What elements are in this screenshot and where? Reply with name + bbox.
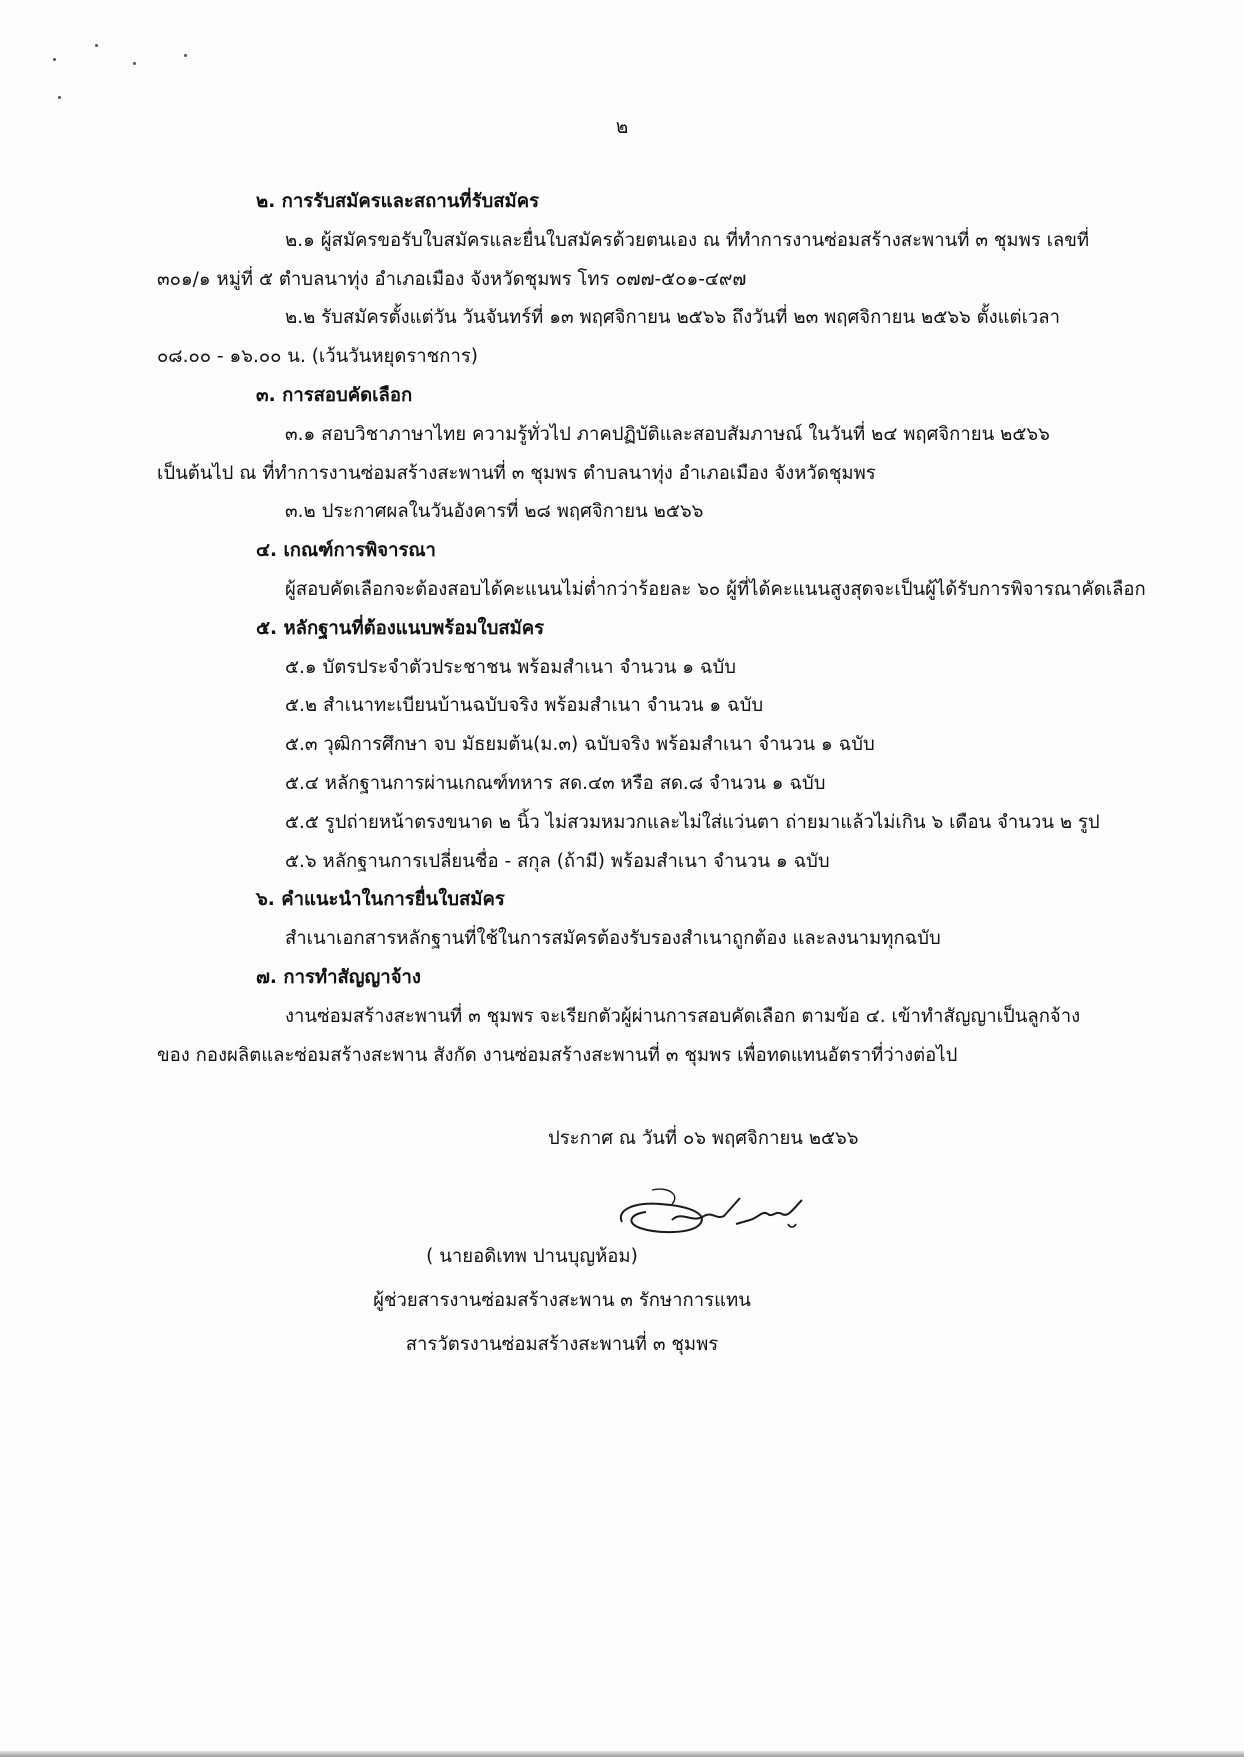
- list-item: ๕.๒ สำเนาทะเบียนบ้านฉบับจริง พร้อมสำเนา จำนวน ๑ ฉบับ: [285, 695, 764, 717]
- signatory-name: ( นายอดิเทพ ปานบุญห้อม): [426, 1246, 638, 1267]
- body-line: ๐๘.๐๐ - ๑๖.๐๐ น. (เว้นวันหยุดราชการ): [157, 346, 478, 368]
- signatory-position: ผู้ช่วยสารงานซ่อมสร้างสะพาน ๓ รักษาการแทน: [373, 1290, 751, 1311]
- list-item: ๕.๔ หลักฐานการผ่านเกณฑ์ทหาร สด.๔๓ หรือ สด.๘ จำนวน ๑ ฉบับ: [285, 772, 826, 794]
- signature-block: [0, 1235, 1244, 1367]
- announcement-date: [0, 1124, 1244, 1153]
- body-line: ๒.๒ รับสมัครตั้งแต่วัน วันจันทร์ที่ ๑๓ พฤศจิกายน ๒๕๖๖ ถึงวันที่ ๒๓ พฤศจิกายน ๒๕๖๖ ตั้งแต่เวลา: [285, 307, 1061, 329]
- body-line: ๓.๒ ประกาศผลในวันอังคารที่ ๒๘ พฤศจิกายน ๒๕๖๖: [285, 501, 704, 523]
- section-heading-documents: ๕. หลักฐานที่ต้องแนบพร้อมใบสมัคร: [256, 617, 545, 639]
- body-line: ๓๐๑/๑ หมู่ที่ ๕ ตำบลนาทุ่ง อำเภอเมือง จังหวัดชุมพร โทร ๐๗๗-๕๐๑-๔๙๗: [157, 268, 747, 290]
- document-body: [157, 183, 1146, 1075]
- scan-speck: [184, 54, 187, 57]
- body-line: สำเนาเอกสารหลักฐานที่ใช้ในการสมัครต้องรับรองสำเนาถูกต้อง และลงนามทุกฉบับ: [285, 928, 941, 950]
- body-line: เป็นต้นไป ณ ที่ทำการงานซ่อมสร้างสะพานที่ ๓ ชุมพร ตำบลนาทุ่ง อำเภอเมือง จังหวัดชุมพร: [157, 462, 876, 484]
- announcement-date-text: ประกาศ ณ วันที่ ๐๖ พฤศจิกายน ๒๕๖๖: [548, 1128, 859, 1149]
- body-line: ผู้สอบคัดเลือกจะต้องสอบได้คะแนนไม่ต่ำกว่าร้อยละ ๖๐ ผู้ที่ได้คะแนนสูงสุดจะเป็นผู้ได้รับการพิจารณาคัดเลือก: [285, 578, 1146, 600]
- body-line: ของ กองผลิตและซ่อมสร้างสะพาน สังกัด งานซ่อมสร้างสะพานที่ ๓ ชุมพร เพื่อทดแทนอัตราที่ว่างต่อไป: [157, 1044, 958, 1066]
- scan-speck: [58, 96, 61, 99]
- section-heading-instructions: ๖. คำแนะนำในการยื่นใบสมัคร: [256, 889, 505, 911]
- body-line: ๒.๑ ผู้สมัครขอรับใบสมัครและยื่นใบสมัครด้วยตนเอง ณ ที่ทำการงานซ่อมสร้างสะพานที่ ๓ ชุมพร เลขที่: [285, 229, 1090, 251]
- section-heading-application: ๒. การรับสมัครและสถานที่รับสมัคร: [256, 191, 540, 212]
- list-item: ๕.๓ วุฒิการศึกษา จบ มัธยมต้น(ม.๓) ฉบับจริง พร้อมสำเนา จำนวน ๑ ฉบับ: [285, 734, 875, 756]
- list-item: ๕.๑ บัตรประจำตัวประชาชน พร้อมสำเนา จำนวน ๑ ฉบับ: [285, 656, 736, 678]
- scan-speck: [95, 44, 98, 47]
- scan-speck: [133, 62, 136, 65]
- list-item: ๕.๖ หลักฐานการเปลี่ยนชื่อ - สกุล (ถ้ามี) พร้อมสำเนา จำนวน ๑ ฉบับ: [285, 850, 830, 872]
- body-line: ๓.๑ สอบวิชาภาษาไทย ความรู้ทั่วไป ภาคปฏิบัติและสอบสัมภาษณ์ ในวันที่ ๒๔ พฤศจิกายน ๒๕๖๖: [285, 423, 1050, 445]
- scan-speck: [53, 58, 56, 61]
- scan-border: [0, 1751, 1244, 1757]
- section-heading-contract: ๗. การทำสัญญาจ้าง: [256, 966, 421, 988]
- body-line: งานซ่อมสร้างสะพานที่ ๓ ชุมพร จะเรียกตัวผู้ผ่านการสอบคัดเลือก ตามข้อ ๔. เข้าทำสัญญาเป็นลูกจ้าง: [285, 1005, 1081, 1027]
- section-heading-criteria: ๔. เกณฑ์การพิจารณา: [256, 540, 436, 562]
- page-number: ๒: [615, 116, 629, 138]
- signatory-position-acting: สารวัตรงานซ่อมสร้างสะพานที่ ๓ ชุมพร: [405, 1334, 719, 1355]
- list-item: ๕.๕ รูปถ่ายหน้าตรงขนาด ๒ นิ้ว ไม่สวมหมวกและไม่ใส่แว่นตา ถ่ายมาแล้วไม่เกิน ๖ เดือน จำนวน ๒ รูป: [285, 811, 1100, 833]
- section-heading-selection-exam: ๓. การสอบคัดเลือก: [256, 384, 413, 406]
